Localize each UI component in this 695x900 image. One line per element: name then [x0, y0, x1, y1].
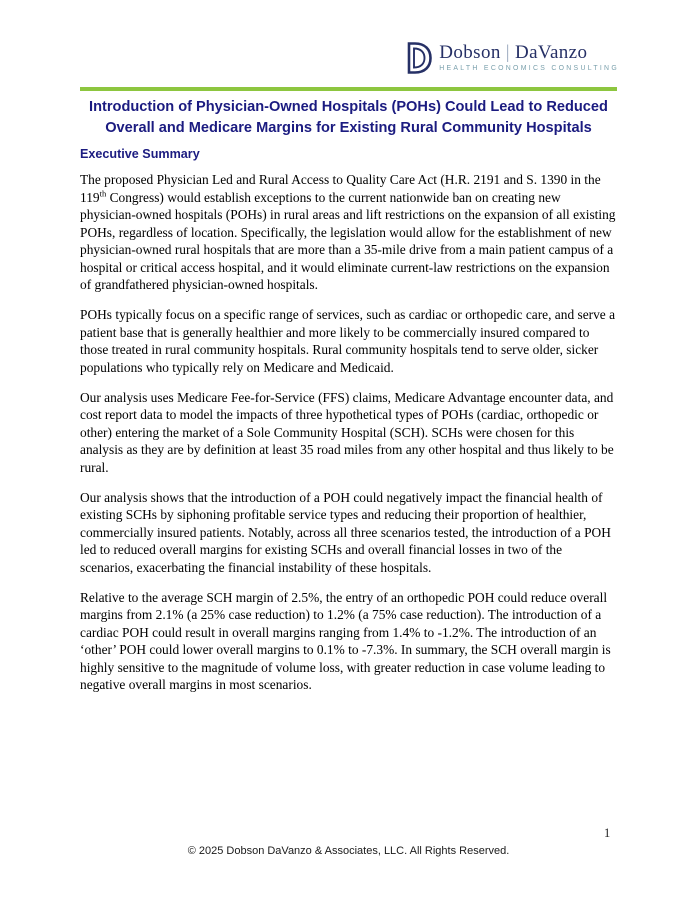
dobson-davanzo-d-icon [405, 42, 432, 74]
paragraph-2: POHs typically focus on a specific range of services, such as cardiac or orthopedic care, and serve a patient base that is generally healthier and more likely to be commercially insured compared to those treated in rural community hospitals. Rural community hospitals tend to serve older, sicker populations who typically rely on Medicare and Medicaid. [80, 307, 616, 375]
page-number: 1 [604, 826, 611, 840]
document-title: Introduction of Physician-Owned Hospitals (POHs) Could Lead to Reduced Overall and Medicare Margins for Existing Rural Community Hospitals [89, 99, 608, 136]
footer-copyright: © 2025 Dobson DaVanzo & Associates, LLC. All Rights Reserved. [187, 845, 510, 857]
paragraph-1-text-post: Congress) would establish exceptions to the current nationwide ban on creating new physician-owned hospitals (POHs) in rural areas and lift restrictions on the expansion of all existing POHs, regardless of location. Specifically, the legislation would allow for the establishment of new physician-owned rural hospitals that are more than a 35-mile drive from a main patient campus of a hospital or critical access hospital, and it would eliminate current-law restrictions on the expansion of grandfathered physician-owned hospitals. [80, 189, 616, 292]
logo-name-dobson: Dobson [439, 42, 501, 63]
logo-separator: | [505, 42, 510, 63]
logo-subtitle: HEALTH ECONOMICS CONSULTING [439, 65, 619, 72]
paragraph-1-superscript-th: th [99, 188, 107, 199]
dobson-davanzo-logo [405, 42, 619, 74]
document-body [80, 146, 617, 706]
paragraph-1-text-pre: The proposed Physician Led and Rural Access to Quality Care Act (H.R. 2191 and S. 1390 in the 119 [80, 172, 601, 205]
logo-name-davanzo: DaVanzo [514, 42, 588, 63]
green-divider-rule [80, 87, 617, 91]
paragraph-3: Our analysis uses Medicare Fee-for-Service (FFS) claims, Medicare Advantage encounter data, and cost report data to model the impacts of three hypothetical types of POHs (cardiac, orthopedic or other) entering the market of a Sole Community Hospital (SCH). SCHs were chosen for this analysis as they are by definition at least 35 road miles from any other hospital and thus likely to be rural. [80, 389, 614, 475]
section-heading-executive-summary: Executive Summary [80, 147, 200, 161]
logo-name [439, 43, 619, 63]
paragraph-1 [80, 171, 617, 294]
paragraph-4: Our analysis shows that the introduction of a POH could negatively impact the financial health of existing SCHs by siphoning profitable service types and reducing their proportion of healthier, commercially insured patients. Notably, across all three scenarios tested, the introduction of a POH led to reduced overall margins for existing SCHs and overall financial losses in two of the scenarios, exacerbating the financial instability of these hospitals. [80, 489, 611, 575]
paragraph-5: Relative to the average SCH margin of 2.5%, the entry of an orthopedic POH could reduce overall margins from 2.1% (a 25% case reduction) to 1.2% (a 75% case reduction). The introduction of a cardiac POH could result in overall margins ranging from 1.4% to -1.2%. The introduction of an ‘other’ POH could lower overall margins to 0.1% to -7.3%. In summary, the SCH overall margin is highly sensitive to the magnitude of volume loss, with greater reduction in case volume leading to negative overall margins in most scenarios. [80, 589, 611, 692]
logo-text-block [439, 43, 619, 73]
